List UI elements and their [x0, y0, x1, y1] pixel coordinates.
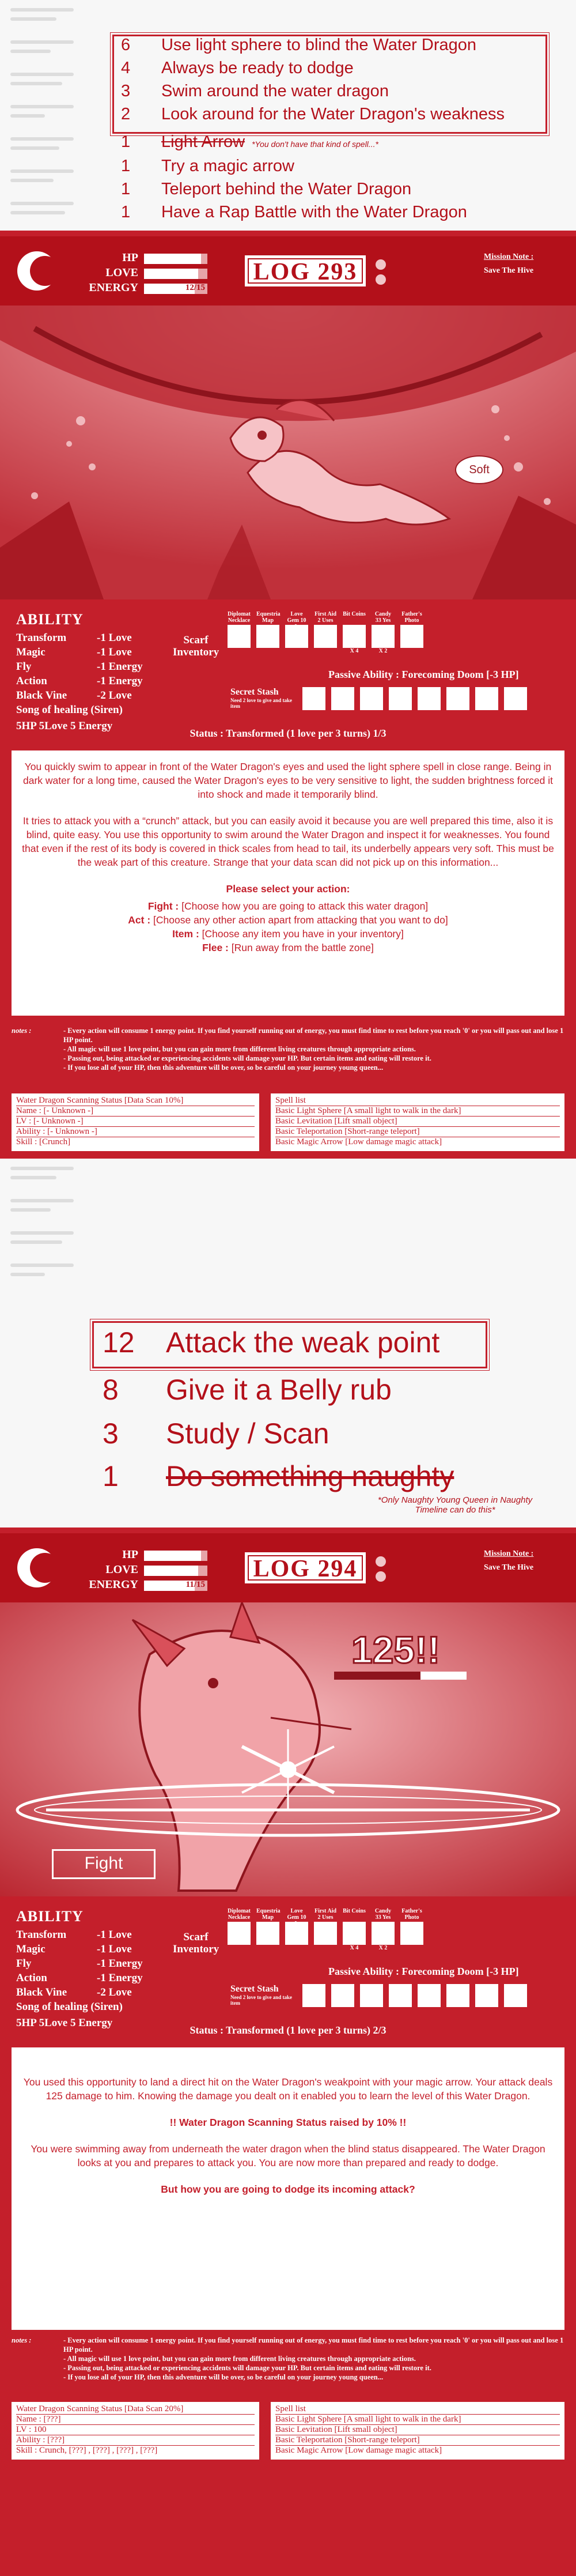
stash-slot[interactable] — [418, 1984, 441, 2007]
vote-option: 4 Always be ready to dodge — [121, 59, 354, 77]
stash-slot[interactable] — [331, 1984, 354, 2007]
energy-bar — [144, 1581, 207, 1591]
ability-row — [16, 675, 143, 688]
passive-ability: Passive Ability : Forecoming Doom [-3 HP] — [328, 669, 519, 680]
inventory-item-icon — [400, 625, 423, 648]
spell-list-box — [271, 2402, 564, 2460]
stash-slot[interactable] — [302, 1984, 325, 2007]
ability-name: Magic — [16, 1943, 46, 1955]
stash-slot[interactable] — [475, 687, 498, 710]
love-fill — [144, 269, 198, 279]
speech-bubble — [455, 455, 503, 484]
damage-number: 125!! — [351, 1628, 441, 1671]
ability-cost: -1 Love — [97, 646, 132, 658]
vote-option-struck: 1 Do something naughty — [103, 1460, 454, 1492]
inventory-slot[interactable] — [314, 1908, 337, 1945]
action-option[interactable]: Fight : [Choose how you are going to attack this water dragon] — [147, 900, 429, 912]
inventory-item-name: Father's Photo — [401, 1908, 422, 1921]
inventory-item-name: Diplomat Necklace — [228, 611, 251, 624]
ability-cost: -1 Love — [97, 1929, 132, 1941]
ability-name: Transform — [16, 1929, 67, 1941]
inventory-item-name: Equestria Map — [256, 1908, 281, 1921]
inventory-item-name: Bit Coins — [343, 1908, 366, 1914]
log-title: LOG 294 — [245, 1552, 366, 1583]
moon-emblem-icon — [17, 251, 56, 291]
inventory-item-name: Candy 33 Yes — [374, 611, 392, 624]
story-box — [12, 2047, 564, 2330]
ability-name: Fly — [16, 661, 32, 673]
inventory-item-icon — [343, 625, 366, 648]
mission-note-title: Mission Note : — [484, 1549, 534, 1558]
forum-thread-preview — [0, 1159, 86, 1528]
notes-block — [12, 2336, 564, 2399]
note-item: - Every action will consume 1 energy point. If you find yourself running out of energy, you must find time to rest before you reach '0' or you will pass out and lose 1 HP point. — [63, 1027, 564, 1044]
vote-option: 3 Swim around the water dragon — [121, 82, 389, 100]
status-dot-icon — [376, 1556, 386, 1567]
spell-item: Basic Levitation [Lift small object] — [275, 1117, 560, 1127]
inventory-item-name: First Aid 2 Uses — [314, 1908, 337, 1921]
inventory-slot[interactable] — [285, 611, 308, 648]
inventory-item-name: Father's Photo — [401, 611, 422, 624]
secret-stash-title: Secret Stash — [230, 687, 279, 697]
inventory-item-name: Candy 33 Yes — [374, 1908, 392, 1921]
inventory-item-name: Love Gem 10 — [287, 611, 306, 624]
notes-label: notes : — [12, 2336, 32, 2344]
log-header-293 — [0, 236, 576, 306]
inventory-item-count: X 4 — [350, 1945, 359, 1951]
scan-line: LV : 100 — [16, 2425, 255, 2435]
ability-row — [16, 704, 123, 716]
inventory-slot[interactable] — [400, 611, 423, 648]
inventory-item-icon — [343, 1922, 366, 1945]
inventory-slot[interactable] — [256, 1908, 279, 1945]
ability-name: Magic — [16, 646, 46, 658]
energy-value: 11/15 — [185, 1580, 205, 1589]
inventory-item-name: Diplomat Necklace — [228, 1908, 251, 1921]
ability-cost: -2 Love — [97, 689, 132, 701]
ability-name: Transform — [16, 632, 67, 644]
inventory-item-name: Equestria Map — [256, 611, 281, 624]
note-item: - If you lose all of your HP, then this adventure will be over, so be careful on your journey young queen... — [63, 2373, 384, 2381]
scan-title: Water Dragon Scanning Status [Data Scan 10%] — [16, 1096, 255, 1106]
inventory-item-icon — [400, 1922, 423, 1945]
inventory-slot[interactable] — [400, 1908, 423, 1945]
inventory-slot[interactable] — [343, 1908, 366, 1951]
forum-thread-preview — [0, 0, 86, 231]
stash-slot[interactable] — [360, 1984, 383, 2007]
vote-panel-1 — [0, 0, 576, 231]
scan-line: Skill : Crunch, [???] , [???] , [???] , [???] — [16, 2446, 158, 2455]
energy-label: ENERGY — [89, 281, 138, 294]
inventory-label: Scarf Inventory — [173, 1931, 219, 1955]
ability-name: Action — [16, 1972, 47, 1984]
status-panel-294 — [0, 1896, 576, 2576]
stash-slot[interactable] — [360, 687, 383, 710]
ability-row — [16, 689, 132, 702]
scan-line: LV : [- Unknown -] — [16, 1117, 255, 1127]
vote-option-struck: 1 Light Arrow *You don't have that kind of spell...* — [121, 133, 378, 151]
inventory-item-icon — [256, 1922, 279, 1945]
mission-note-text: Save The Hive — [484, 1563, 534, 1572]
spell-item: Basic Magic Arrow [Low damage magic attack] — [275, 1137, 442, 1146]
ability-footer: 5HP 5Love 5 Energy — [16, 720, 113, 732]
ability-name: Black Vine — [16, 1986, 67, 1998]
inventory-slot[interactable] — [256, 611, 279, 648]
ability-name: Fly — [16, 1958, 32, 1970]
inventory-item-icon — [285, 1922, 308, 1945]
status-dot-icon — [376, 1571, 386, 1582]
spell-item: Basic Teleportation [Short-range teleport] — [275, 1127, 560, 1137]
ability-row — [16, 1943, 132, 1956]
inventory-item-icon — [256, 625, 279, 648]
love-bar — [144, 269, 207, 279]
fight-button[interactable]: Fight — [52, 1849, 156, 1879]
vote-option: 1 Have a Rap Battle with the Water Dragon — [121, 203, 467, 221]
scan-raised-banner: !! Water Dragon Scanning Status raised by 10% !! — [169, 2117, 407, 2128]
action-option[interactable]: Act : [Choose any other action apart from attacking that you want to do] — [128, 914, 448, 926]
hp-fill — [144, 254, 201, 264]
water-dragon-illustration — [0, 306, 576, 599]
inventory-slot[interactable] — [285, 1908, 308, 1945]
note-item: - All magic will use 1 love point, but you can gain more from different living creatures through appropriate actions. — [63, 1045, 416, 1053]
love-label: LOVE — [105, 1563, 138, 1576]
secret-stash-title: Secret Stash — [230, 1984, 279, 1994]
note-item: - Every action will consume 1 energy point. If you find yourself running out of energy, you must find time to rest before you reach '0' or you will pass out and lose 1 HP point. — [63, 2336, 564, 2354]
hp-bar — [144, 1551, 207, 1561]
inventory-item-icon — [285, 625, 308, 648]
vote-note: *Only Naughty Young Queen in Naughty Timeline can do this* — [377, 1495, 533, 1515]
story-box — [12, 750, 564, 1016]
spell-list-box — [271, 1093, 564, 1151]
inventory-item-count: X 4 — [350, 648, 359, 654]
secret-stash — [230, 1984, 294, 2006]
inventory-item-icon — [314, 1922, 337, 1945]
ability-row — [16, 1972, 143, 1985]
log-header-294 — [0, 1533, 576, 1602]
vote-option: 1 Teleport behind the Water Dragon — [121, 180, 412, 198]
stash-slot[interactable] — [389, 1984, 412, 2007]
hp-label: HP — [122, 251, 138, 264]
vote-option: 6 Use light sphere to blind the Water Dragon — [121, 36, 476, 54]
story-paragraph: You were swimming away from underneath the water dragon when the blind status disappeared. The Water Dragon looks at you and prepares to attack you. You are now more than prepared and ready to dodge. — [31, 2143, 545, 2168]
inventory-item-icon — [228, 1922, 251, 1945]
note-item: - Passing out, being attacked or experiencing accidents will damage your HP. But certain items and eating will restore it. — [63, 2364, 431, 2372]
stash-slot[interactable] — [418, 687, 441, 710]
secret-stash-note: Need 2 love to give and take item — [230, 1994, 292, 2006]
ability-row — [16, 2001, 123, 2013]
note-item: - Passing out, being attacked or experiencing accidents will damage your HP. But certain items and eating will restore it. — [63, 1054, 431, 1062]
ability-name: Song of healing (Siren) — [16, 2001, 123, 2013]
stash-slot[interactable] — [389, 687, 412, 710]
action-option[interactable]: Item : [Choose any item you have in your inventory] — [172, 928, 404, 940]
stash-slot[interactable] — [504, 687, 527, 710]
love-fill — [144, 1566, 198, 1576]
energy-bar — [144, 284, 207, 294]
scan-title: Water Dragon Scanning Status [Data Scan 20%] — [16, 2404, 255, 2415]
ability-title: ABILITY — [16, 611, 84, 628]
scan-line: Ability : [- Unknown -] — [16, 1127, 255, 1137]
spell-item: Basic Light Sphere [A small light to walk in the dark] — [275, 1106, 560, 1117]
inventory-item-icon — [228, 625, 251, 648]
ability-row — [16, 1929, 132, 1941]
scan-line: Ability : [???] — [16, 2435, 255, 2446]
spell-list-title: Spell list — [275, 1096, 560, 1106]
scan-line: Name : [- Unknown -] — [16, 1106, 255, 1117]
inventory-item-name: Bit Coins — [343, 611, 366, 617]
status-dot-icon — [376, 259, 386, 270]
spell-list-title: Spell list — [275, 2404, 560, 2415]
ability-name: Song of healing (Siren) — [16, 704, 123, 716]
energy-value: 12/15 — [185, 283, 205, 292]
inventory-item-name: Love Gem 10 — [287, 1908, 306, 1921]
action-option[interactable]: Flee : [Run away from the battle zone] — [202, 942, 374, 953]
ability-row — [16, 646, 132, 659]
inventory-slot[interactable] — [343, 611, 366, 654]
inventory-label: Scarf Inventory — [173, 634, 219, 658]
note-item: - All magic will use 1 love point, but you can gain more from different living creatures through appropriate actions. — [63, 2355, 416, 2363]
ability-title: ABILITY — [16, 1908, 84, 1925]
action-prompt: But how you are going to dodge its incoming attack? — [161, 2183, 415, 2195]
inventory-item-icon — [314, 625, 337, 648]
ability-row — [16, 632, 132, 644]
stash-slot[interactable] — [446, 1984, 469, 2007]
vote-option: 12 Attack the weak point — [103, 1326, 440, 1359]
underwater-scene-294 — [0, 1602, 576, 1896]
ability-name: Action — [16, 675, 47, 687]
story-paragraph: You quickly swim to appear in front of the Water Dragon's eyes and used the light sphere spell in close range. Being in dark water for a long time, caused the Water Dragon's eyes to be very sensitive to light, the sudden brightness forced it into shock and made it temporarily blind. — [23, 761, 553, 800]
log-title: LOG 293 — [245, 255, 366, 286]
notes-block — [12, 1026, 564, 1089]
vote-option: 1 Try a magic arrow — [121, 157, 294, 175]
notes-label: notes : — [12, 1027, 32, 1035]
underwater-scene-293 — [0, 306, 576, 599]
inventory-item-count: X 2 — [378, 648, 388, 654]
spell-item: Basic Levitation [Lift small object] — [275, 2425, 560, 2435]
passive-ability: Passive Ability : Forecoming Doom [-3 HP] — [328, 1966, 519, 1977]
vote-note: *You don't have that kind of spell...* — [252, 139, 378, 149]
status-dot-icon — [376, 274, 386, 285]
stash-slot[interactable] — [446, 687, 469, 710]
stash-slot[interactable] — [331, 687, 354, 710]
moon-emblem-icon — [17, 1548, 56, 1587]
scan-status-box — [12, 1093, 259, 1151]
mission-note-text: Save The Hive — [484, 266, 534, 275]
ability-name: Black Vine — [16, 689, 67, 701]
vote-option: 2 Look around for the Water Dragon's weakness — [121, 105, 505, 123]
ability-cost: -2 Love — [97, 1986, 132, 1998]
spell-item: Basic Magic Arrow [Low damage magic attack] — [275, 2446, 442, 2455]
spell-item: Basic Light Sphere [A small light to walk in the dark] — [275, 2415, 560, 2425]
ability-cost: -1 Love — [97, 1943, 132, 1955]
stash-slot[interactable] — [504, 1984, 527, 2007]
inventory-item-count: X 2 — [378, 1945, 388, 1951]
secret-stash-note: Need 2 love to give and take item — [230, 697, 292, 709]
note-item: - If you lose all of your HP, then this adventure will be over, so be careful on your journey young queen... — [63, 1063, 384, 1072]
speech-text: Soft — [469, 463, 490, 476]
ability-cost: -1 Energy — [97, 1972, 143, 1984]
spell-item: Basic Teleportation [Short-range teleport] — [275, 2435, 560, 2446]
scan-status-box — [12, 2402, 259, 2460]
status-line: Status : Transformed (1 love per 3 turns) 2/3 — [190, 2024, 386, 2036]
story-paragraph: It tries to attack you with a “crunch” attack, but you can easily avoid it because you are well prepared this time, also it is blind, quite easy. You use this opportunity to swim around the Water Dragon and inspect it for weaknesses. You found that even if the rest of its body is covered in thick scales from head to tail, its underbelly appears very soft. This must be the weak part of this creature. Strange that your data scan did not pick up on this information... — [22, 815, 554, 868]
hp-label: HP — [122, 1548, 138, 1561]
ability-cost: -1 Energy — [97, 661, 143, 673]
action-prompt: Please select your action: — [226, 883, 350, 895]
scan-line: Skill : [Crunch] — [16, 1137, 71, 1146]
inventory-slot[interactable] — [228, 1908, 251, 1945]
ability-row — [16, 1958, 143, 1970]
ability-footer: 5HP 5Love 5 Energy — [16, 2017, 113, 2029]
hp-fill — [144, 1551, 201, 1561]
vote-option: 3 Study / Scan — [103, 1417, 329, 1450]
inventory-item-name: First Aid 2 Uses — [314, 611, 337, 624]
ability-cost: -1 Energy — [97, 1958, 143, 1970]
inventory-slot[interactable] — [228, 611, 251, 648]
inventory-slot[interactable] — [314, 611, 337, 648]
love-label: LOVE — [105, 266, 138, 279]
energy-label: ENERGY — [89, 1578, 138, 1591]
inventory-item-icon — [372, 625, 395, 648]
vote-option: 8 Give it a Belly rub — [103, 1374, 392, 1406]
love-bar — [144, 1566, 207, 1576]
status-line: Status : Transformed (1 love per 3 turns) 1/3 — [190, 727, 386, 739]
inventory-slot[interactable] — [372, 611, 395, 654]
ability-cost: -1 Energy — [97, 675, 143, 687]
inventory-slot[interactable] — [372, 1908, 395, 1951]
hp-bar — [144, 254, 207, 264]
vote-panel-2 — [0, 1159, 576, 1528]
secret-stash — [230, 687, 294, 709]
stash-slot[interactable] — [302, 687, 325, 710]
stash-slot[interactable] — [475, 1984, 498, 2007]
scan-line: Name : [???] — [16, 2415, 255, 2425]
story-paragraph: You used this opportunity to land a direct hit on the Water Dragon's weakpoint with your magic arrow. Your attack deals 125 damage to him. Knowing the damage you dealt on it enabled you to learn the level of this Water Dragon. — [23, 2076, 553, 2102]
ability-row — [16, 661, 143, 673]
mission-note-title: Mission Note : — [484, 252, 534, 261]
inventory-item-icon — [372, 1922, 395, 1945]
ability-cost: -1 Love — [97, 632, 132, 644]
ability-row — [16, 1986, 132, 1999]
